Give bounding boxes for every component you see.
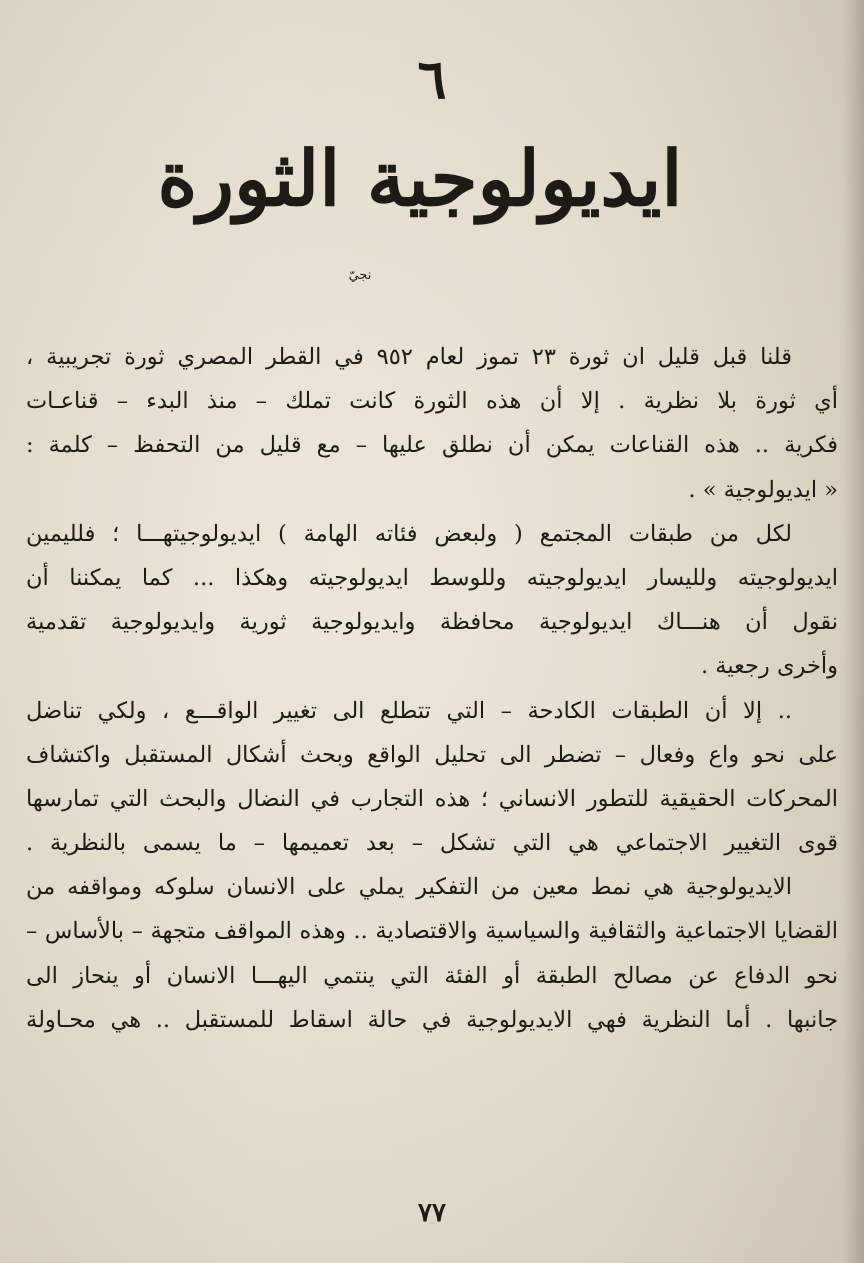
text-line: قوى التغيير الاجتماعي هي التي تشكل – بعد تعميمها – ما يسمى بالنظرية .: [26, 830, 838, 857]
text-line: ايديولوجيته ولليسار ايديولوجيته وللوسط ايديولوجيته وهكذا ... كما يمكننا أن: [26, 564, 838, 591]
text-line: « ايديولوجية » .: [688, 476, 838, 503]
text-line: فكرية .. هذه القناعات يمكن أن نطلق عليها – مع قليل من التحفظ – كلمة :: [26, 432, 838, 459]
text-line: .. إلا أن الطبقات الكادحة – التي تتطلع الى تغيير الواقـــع ، ولكي تناضل: [26, 697, 792, 724]
text-line: وأخرى رجعية .: [701, 653, 838, 680]
paragraph: [26, 865, 838, 1042]
text-line: نقول أن هنـــاك ايديولوجية محافظة وايديولوجية ثورية وايديولوجية تقدمية: [26, 609, 838, 636]
text-line: على نحو واع وفعال – تضطر الى تحليل الواقع وبحث أشكال المستقبل واكتشاف: [26, 741, 838, 768]
chapter-title: ايديولوجية الثورة: [157, 134, 683, 223]
text-line: لكل من طبقات المجتمع ( ولبعض فئاته الهامة ) ايديولوجيتهـــا ؛ فلليمين: [26, 520, 792, 547]
paragraph: [26, 335, 838, 512]
chapter-number: ٦: [417, 47, 447, 111]
text-line: نحو الدفاع عن مصالح الطبقة أو الفئة التي ينتمي اليهـــا الانسان أو ينحاز الى: [26, 962, 838, 989]
body-text: [26, 335, 838, 1042]
text-line: قلنا قبل قليل ان ثورة ٢٣ تموز لعام ٩٥٢ في القطر المصري ثورة تجريبية ،: [26, 344, 793, 370]
text-line: أي ثورة بلا نظرية . إلا أن هذه الثورة كانت تملك – منذ البدء – قناعـات: [26, 388, 838, 415]
paragraph: [26, 512, 838, 689]
page-edge-shadow: [842, 0, 864, 1263]
text-line: القضايا الاجتماعية والثقافية والسياسية والاقتصادية .. وهذه المواقف متجهة – بالأساس –: [26, 918, 838, 945]
text-line: الايديولوجية هي نمط معين من التفكير يملي على الانسان سلوكه ومواقفه من: [26, 874, 792, 901]
title-calligraphy-mark: نجيّ: [348, 268, 372, 283]
text-line: جانبها . أما النظرية فهي الايديولوجية في حالة اسقاط للمستقبل .. هي محـاولة: [26, 1006, 838, 1033]
paragraph: [26, 689, 838, 866]
text-line: المحركات الحقيقية للتطور الانساني ؛ هذه التجارب في النضال والبحث التي تمارسها: [26, 785, 838, 812]
page-number: ٧٧: [418, 1198, 446, 1228]
